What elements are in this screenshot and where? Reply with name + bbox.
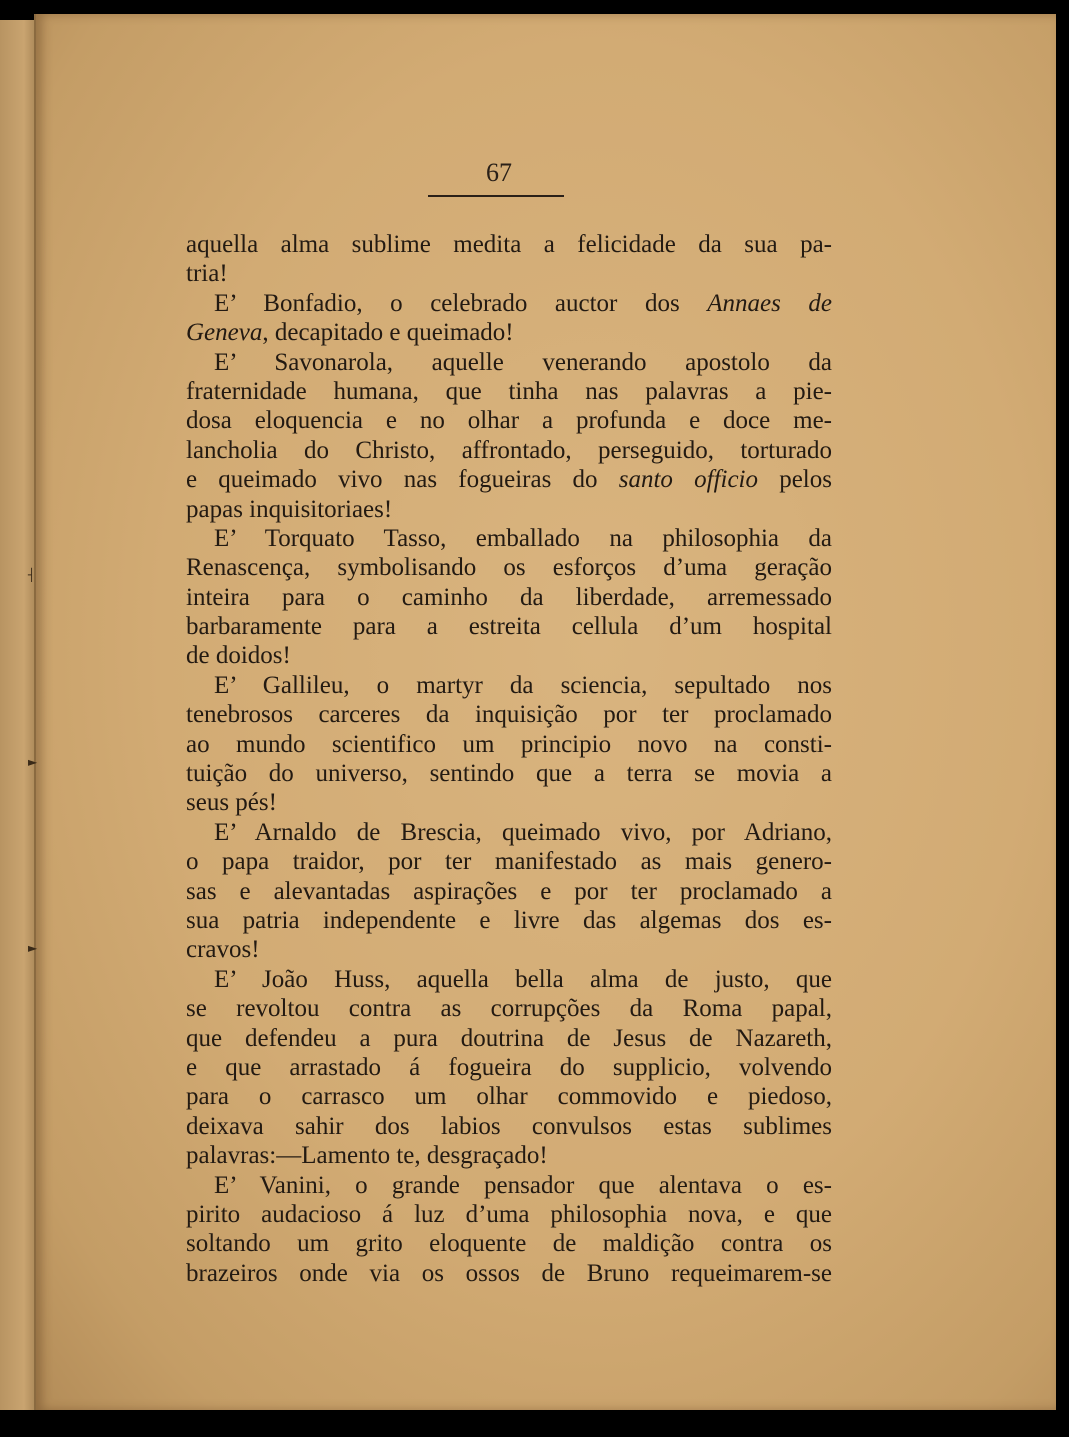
text-line: [186, 377, 832, 406]
gutter-marker: ►: [28, 755, 38, 769]
text-line: [186, 318, 832, 347]
text-segment: tria!: [186, 260, 228, 288]
text-segment: E’ João Huss, aquella bella alma de justo, que: [214, 965, 832, 993]
body-text: [186, 230, 832, 1288]
text-segment: lancholia do Christo, affrontado, perseguido, torturado: [186, 436, 832, 464]
text-line: [186, 788, 832, 817]
text-line: [186, 1259, 832, 1288]
text-segment: tuição do universo, sentindo que a terra se movia a: [186, 760, 832, 788]
text-line: [186, 965, 832, 994]
text-line: [186, 994, 832, 1023]
text-line: [186, 671, 832, 700]
text-segment: palavras:—Lamento te, desgraçado!: [186, 1142, 548, 1170]
header-rule: [428, 195, 564, 197]
text-segment: ao mundo scientifico um principio novo na consti-: [186, 730, 832, 758]
text-line: [186, 935, 832, 964]
text-line: [186, 553, 832, 582]
text-line: [186, 1171, 832, 1200]
text-segment: que defendeu a pura doutrina de Jesus de Nazareth,: [186, 1024, 832, 1052]
text-line: [186, 1229, 832, 1258]
text-line: [186, 259, 832, 288]
text-line: [186, 436, 832, 465]
text-segment: papas inquisitoriaes!: [186, 495, 393, 523]
text-line: [186, 730, 832, 759]
text-line: [186, 406, 832, 435]
italic-text: santo officio: [618, 466, 758, 494]
italic-text: Geneva: [186, 319, 263, 347]
text-line: [186, 1082, 832, 1111]
text-segment: seus pés!: [186, 789, 277, 817]
text-segment: Renascença, symbolisando os esforços d’uma geração: [186, 554, 832, 582]
text-segment: dosa eloquencia e no olhar a profunda e doce me-: [186, 407, 832, 435]
text-segment: E’ Vanini, o grande pensador que alentava o es-: [214, 1171, 832, 1199]
text-segment: brazeiros onde via os ossos de Bruno requeimarem-se: [186, 1259, 832, 1287]
text-segment: tenebrosos carceres da inquisição por ter proclamado: [186, 701, 832, 729]
gutter-marker: ┤: [28, 568, 36, 582]
text-line: [186, 524, 832, 553]
text-segment: pelos: [758, 466, 832, 494]
text-line: [186, 847, 832, 876]
text-segment: e que arrastado á fogueira do supplicio, volvendo: [186, 1053, 832, 1081]
text-segment: fraternidade humana, que tinha nas palavras a pie-: [186, 377, 832, 405]
text-line: [186, 641, 832, 670]
text-line: [186, 759, 832, 788]
gutter-marker: ►: [28, 941, 38, 955]
text-segment: E’ Torquato Tasso, emballado na philosophia da: [214, 524, 832, 552]
text-segment: soltando um grito eloquente de maldição contra os: [186, 1230, 832, 1258]
text-line: [186, 495, 832, 524]
text-segment: inteira para o caminho da liberdade, arremessado: [186, 583, 832, 611]
text-line: [186, 230, 832, 259]
text-segment: pirito audacioso á luz d’uma philosophia nova, e que: [186, 1200, 832, 1228]
text-line: [186, 877, 832, 906]
text-segment: E’ Arnaldo de Brescia, queimado vivo, por Adriano,: [214, 818, 832, 846]
text-line: [186, 906, 832, 935]
text-line: [186, 818, 832, 847]
text-segment: , decapitado e queimado!: [262, 319, 514, 347]
text-line: [186, 612, 832, 641]
text-line: [186, 1200, 832, 1229]
text-segment: sas e alevantadas aspirações e por ter proclamado a: [186, 877, 832, 905]
text-segment: cravos!: [186, 936, 260, 964]
text-segment: aquella alma sublime medita a felicidade da sua pa-: [186, 231, 832, 258]
text-segment: se revoltou contra as corrupções da Roma papal,: [186, 995, 832, 1023]
text-segment: E’ Bonfadio, o celebrado auctor dos: [214, 289, 708, 317]
text-line: [186, 1141, 832, 1170]
page-number: 67: [486, 158, 512, 187]
text-segment: E’ Savonarola, aquelle venerando apostolo da: [214, 348, 832, 376]
text-line: [186, 583, 832, 612]
text-line: [186, 289, 832, 318]
text-line: [186, 1112, 832, 1141]
text-line: [186, 465, 832, 494]
text-segment: de doidos!: [186, 642, 291, 670]
text-segment: E’ Gallileu, o martyr da sciencia, sepultado nos: [214, 671, 832, 699]
italic-text: Annaes de: [707, 289, 832, 317]
text-segment: sua patria independente e livre das algemas dos es-: [186, 906, 832, 934]
text-segment: barbaramente para a estreita cellula d’um hospital: [186, 613, 832, 641]
text-line: [186, 348, 832, 377]
text-line: [186, 700, 832, 729]
text-segment: o papa traidor, por ter manifestado as mais genero-: [186, 848, 832, 876]
text-segment: e queimado vivo nas fogueiras do: [186, 466, 619, 494]
text-segment: para o carrasco um olhar commovido e piedoso,: [186, 1083, 832, 1111]
text-line: [186, 1024, 832, 1053]
text-line: [186, 1053, 832, 1082]
text-segment: deixava sahir dos labios convulsos estas sublimes: [186, 1112, 832, 1140]
